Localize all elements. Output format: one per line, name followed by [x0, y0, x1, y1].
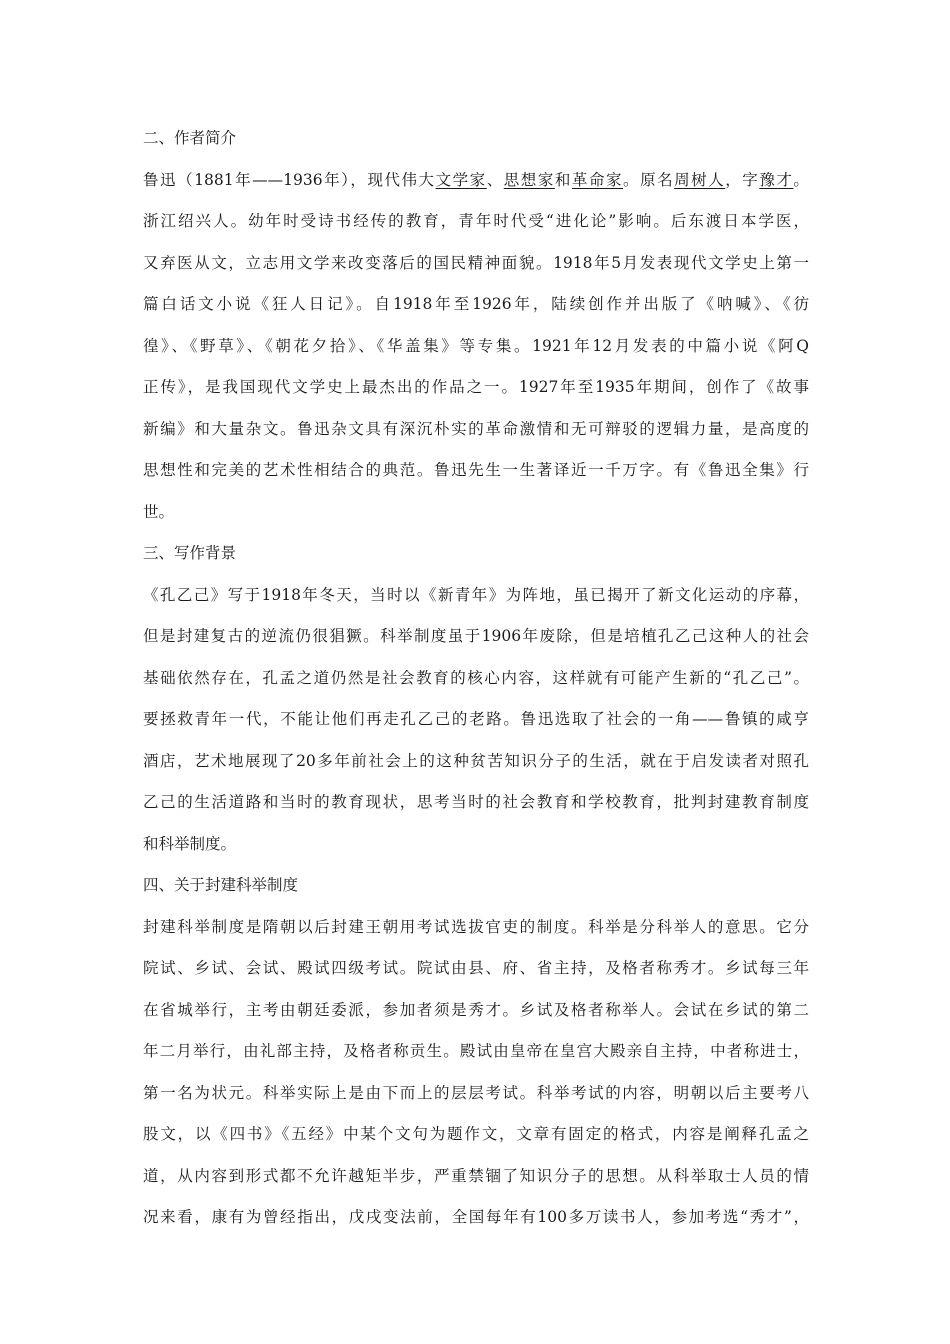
paragraph-line: 股文，以《四书》《五经》中某个文句为题作文，文章有固定的格式，内容是阐释孔孟之 [143, 1125, 809, 1143]
paragraph-line: 和科举制度。 [143, 834, 237, 853]
paragraph-line: 酒店，艺术地展现了20多年前社会上的这种贫苦知识分子的生活，就在于启发读者对照孔 [143, 751, 809, 770]
paragraph-line: 浙江绍兴人。幼年时受诗书经传的教育，青年时代受“进化论”影响。后东渡日本学医， [143, 212, 809, 230]
paragraph-line: 新编》和大量杂文。鲁迅杂文具有深沉朴实的革命激情和无可辩驳的逻辑力量，是高度的 [143, 419, 809, 438]
link-wenxuejia[interactable]: 文学家 [435, 170, 487, 189]
paragraph-line: 《孔乙己》写于1918年冬天，当时以《新青年》为阵地，虽已揭开了新文化运动的序幕， [143, 585, 809, 604]
paragraph-line: 基础依然存在，孔孟之道仍然是社会教育的核心内容，这样就有可能产生新的“孔乙己”。 [143, 668, 809, 687]
paragraph-line: 乙己的生活道路和当时的教育现状，思考当时的社会教育和学校教育，批判封建教育制度 [143, 793, 809, 811]
paragraph-line: 年二月举行，由礼部主持，及格者称贡生。殿试由皇帝在皇宫大殿亲自主持，中者称进士， [143, 1042, 809, 1060]
link-gemingjia[interactable]: 革命家 [571, 170, 624, 189]
section-heading-keju: 四、关于封建科举制度 [143, 876, 299, 894]
paragraph-line: 鲁迅（1881年——1936年），现代伟大文学家、思想家和革命家。原名周树人，字豫才。 [143, 170, 809, 189]
paragraph-line: 在省城举行，主考由朝廷委派，参加者须是秀才。乡试及格者称举人。会试在乡试的第二 [143, 1000, 809, 1019]
paragraph-line: 徨》、《野草》、《朝花夕拾》、《华盖集》等专集。1921年12月发表的中篇小说《阿Q [143, 336, 809, 355]
paragraph-line: 要拯救青年一代，不能让他们再走孔乙己的老路。鲁迅选取了社会的一角——鲁镇的咸亨 [143, 710, 809, 728]
link-sixiangjia[interactable]: 思想家 [503, 170, 555, 189]
paragraph-line: 世。 [143, 502, 175, 521]
paragraph-line: 思想性和完美的艺术性相结合的典范。鲁迅先生一生著译近一千万字。有《鲁迅全集》行 [143, 461, 809, 479]
section-heading-background: 三、写作背景 [143, 544, 237, 562]
section-heading-author: 二、作者简介 [143, 129, 237, 147]
document-page [143, 118, 809, 1239]
paragraph-line: 正传》，是我国现代文学史上最杰出的作品之一。1927年至1935年期间，创作了《故事 [143, 378, 809, 396]
link-zhoushuren[interactable]: 周树人 [674, 170, 726, 189]
paragraph-line: 封建科举制度是隋朝以后封建王朝用考试选拔官吏的制度。科举是分科举人的意思。它分 [143, 917, 809, 936]
paragraph-line: 篇白话文小说《狂人日记》。自1918年至1926年，陆续创作并出版了《呐喊》、《彷 [143, 295, 809, 313]
paragraph-line: 道，从内容到形式都不允许越矩半步，严重禁锢了知识分子的思想。从科举取士人员的情 [143, 1166, 809, 1185]
paragraph-line: 院试、乡试、会试、殿试四级考试。院试由县、府、省主持，及格者称秀才。乡试每三年 [143, 959, 809, 977]
link-yucai[interactable]: 豫才 [759, 170, 794, 189]
paragraph-line: 第一名为状元。科举实际上是由下而上的层层考试。科举考试的内容，明朝以后主要考八 [143, 1083, 809, 1102]
paragraph-line: 但是封建复古的逆流仍很猖獗。科举制度虽于1906年废除，但是培植孔乙己这种人的社会 [143, 627, 809, 645]
paragraph-line: 又弃医从文，立志用文学来改变落后的国民精神面貌。1918年5月发表现代文学史上第一 [143, 253, 809, 272]
paragraph-line: 况来看，康有为曾经指出，戊戌变法前，全国每年有100多万读书人，参加考选“秀才”， [143, 1208, 809, 1226]
